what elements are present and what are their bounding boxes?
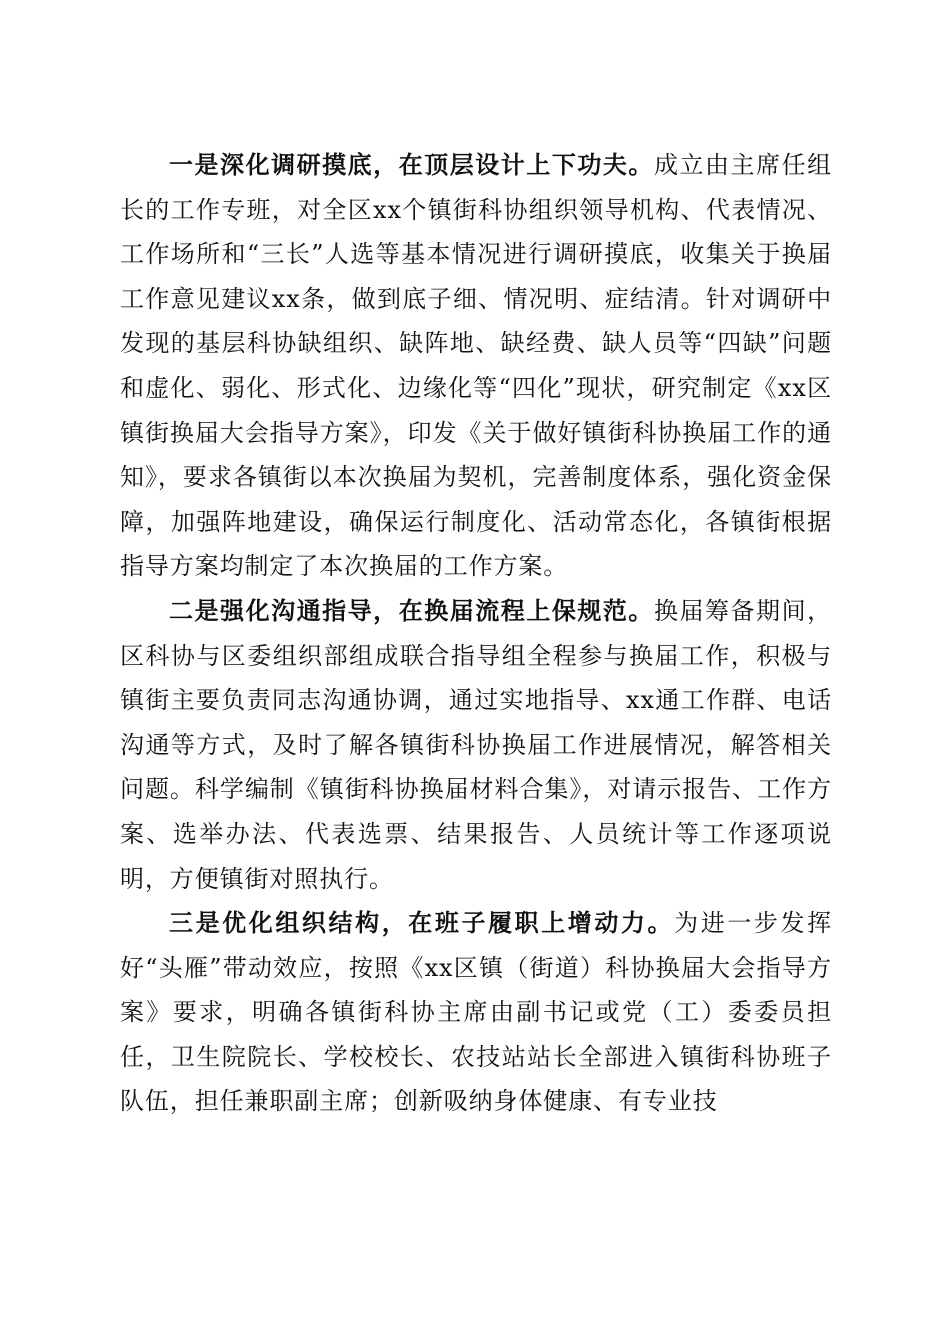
paragraph-3 — [120, 901, 832, 1124]
paragraph-3-heading: 三是优化组织结构，在班子履职上增动力。 — [169, 908, 675, 938]
paragraph-2-heading: 二是强化沟通指导，在换届流程上保规范。 — [169, 595, 654, 625]
paragraph-2-text: 换届筹备期间，区科协与区委组织部组成联合指导组全程参与换届工作，积极与镇街主要负责同志沟通协调，通过实地指导、xx通工作群、电话沟通等方式，及时了解各镇街科协换届工作进展情况，解答相关问题。科学编制《镇街科协换届材料合集》，对请示报告、工作方案、选举办法、代表选票、结果报告、人员统计等工作逐项说明，方便镇街对照执行。 — [120, 596, 832, 893]
paragraph-1 — [120, 143, 832, 589]
paragraph-1-text: 成立由主席任组长的工作专班，对全区xx个镇街科协组织领导机构、代表情况、工作场所和“三长”人选等基本情况进行调研摸底，收集关于换届工作意见建议xx条，做到底子细、情况明、症结清。针对调研中发现的基层科协缺组织、缺阵地、缺经费、缺人员等“四缺”问题和虚化、弱化、形式化、边缘化等“四化”现状，研究制定《xx区镇街换届大会指导方案》，印发《关于做好镇街科协换届工作的通知》，要求各镇街以本次换届为契机，完善制度体系，强化资金保障，加强阵地建设，确保运行制度化、活动常态化，各镇街根据指导方案均制定了本次换届的工作方案。 — [120, 151, 832, 581]
paragraph-1-heading: 一是深化调研摸底，在顶层设计上下功夫。 — [169, 150, 654, 179]
paragraph-3-text: 为进一步发挥好“头雁”带动效应，按照《xx区镇（街道）科协换届大会指导方案》要求，明确各镇街科协主席由副书记或党（工）委委员担任，卫生院院长、学校校长、农技站站长全部进入镇街科协班子队伍，担任兼职副主席；创新吸纳身体健康、有专业技 — [120, 909, 832, 1116]
document-body — [120, 143, 832, 1124]
paragraph-2 — [120, 589, 832, 901]
